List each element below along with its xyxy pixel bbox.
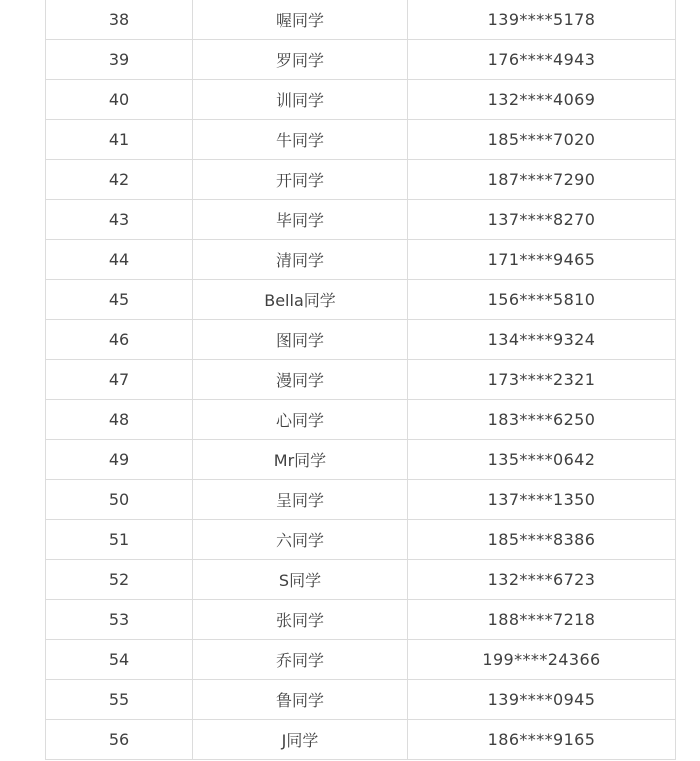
table-row [46,640,676,680]
student-name: 罗同学 [193,40,408,80]
table-row [46,240,676,280]
table-row [46,120,676,160]
table-row [46,520,676,560]
masked-phone: 171****9465 [408,240,676,280]
masked-phone: 183****6250 [408,400,676,440]
row-number: 42 [46,160,193,200]
masked-phone: 187****7290 [408,160,676,200]
row-number: 38 [46,0,193,40]
masked-phone: 185****8386 [408,520,676,560]
masked-phone: 188****7218 [408,600,676,640]
student-name: 毕同学 [193,200,408,240]
row-number: 50 [46,480,193,520]
row-number: 47 [46,360,193,400]
table-row [46,200,676,240]
masked-phone: 132****4069 [408,80,676,120]
masked-phone: 156****5810 [408,280,676,320]
table-row [46,280,676,320]
student-name: 心同学 [193,400,408,440]
student-name: 开同学 [193,160,408,200]
row-number: 40 [46,80,193,120]
student-name: 图同学 [193,320,408,360]
row-number: 41 [46,120,193,160]
masked-phone: 137****1350 [408,480,676,520]
table-row [46,560,676,600]
student-name: 清同学 [193,240,408,280]
table-row [46,720,676,760]
table-row [46,40,676,80]
row-number: 48 [46,400,193,440]
student-name: Mr同学 [193,440,408,480]
row-number: 43 [46,200,193,240]
table-row [46,440,676,480]
masked-phone: 176****4943 [408,40,676,80]
student-name: 牛同学 [193,120,408,160]
student-name: 呈同学 [193,480,408,520]
row-number: 46 [46,320,193,360]
row-number: 49 [46,440,193,480]
row-number: 44 [46,240,193,280]
masked-phone: 137****8270 [408,200,676,240]
row-number: 39 [46,40,193,80]
row-number: 55 [46,680,193,720]
student-name: S同学 [193,560,408,600]
student-name: 鲁同学 [193,680,408,720]
table-row [46,320,676,360]
row-number: 51 [46,520,193,560]
masked-phone: 134****9324 [408,320,676,360]
winners-table-body [46,0,676,760]
student-name: 六同学 [193,520,408,560]
masked-phone: 139****5178 [408,0,676,40]
table-row [46,680,676,720]
table-row [46,160,676,200]
row-number: 54 [46,640,193,680]
table-row [46,480,676,520]
winners-table [45,0,676,760]
table-row [46,80,676,120]
student-name: 张同学 [193,600,408,640]
row-number: 53 [46,600,193,640]
masked-phone: 132****6723 [408,560,676,600]
table-row [46,360,676,400]
row-number: 56 [46,720,193,760]
masked-phone: 185****7020 [408,120,676,160]
masked-phone: 199****24366 [408,640,676,680]
student-name: 漫同学 [193,360,408,400]
student-name: 训同学 [193,80,408,120]
table-row [46,600,676,640]
masked-phone: 173****2321 [408,360,676,400]
student-name: J同学 [193,720,408,760]
student-name: 乔同学 [193,640,408,680]
student-name: Bella同学 [193,280,408,320]
row-number: 45 [46,280,193,320]
table-row [46,400,676,440]
masked-phone: 186****9165 [408,720,676,760]
row-number: 52 [46,560,193,600]
student-name: 喔同学 [193,0,408,40]
masked-phone: 135****0642 [408,440,676,480]
masked-phone: 139****0945 [408,680,676,720]
table-row [46,0,676,40]
